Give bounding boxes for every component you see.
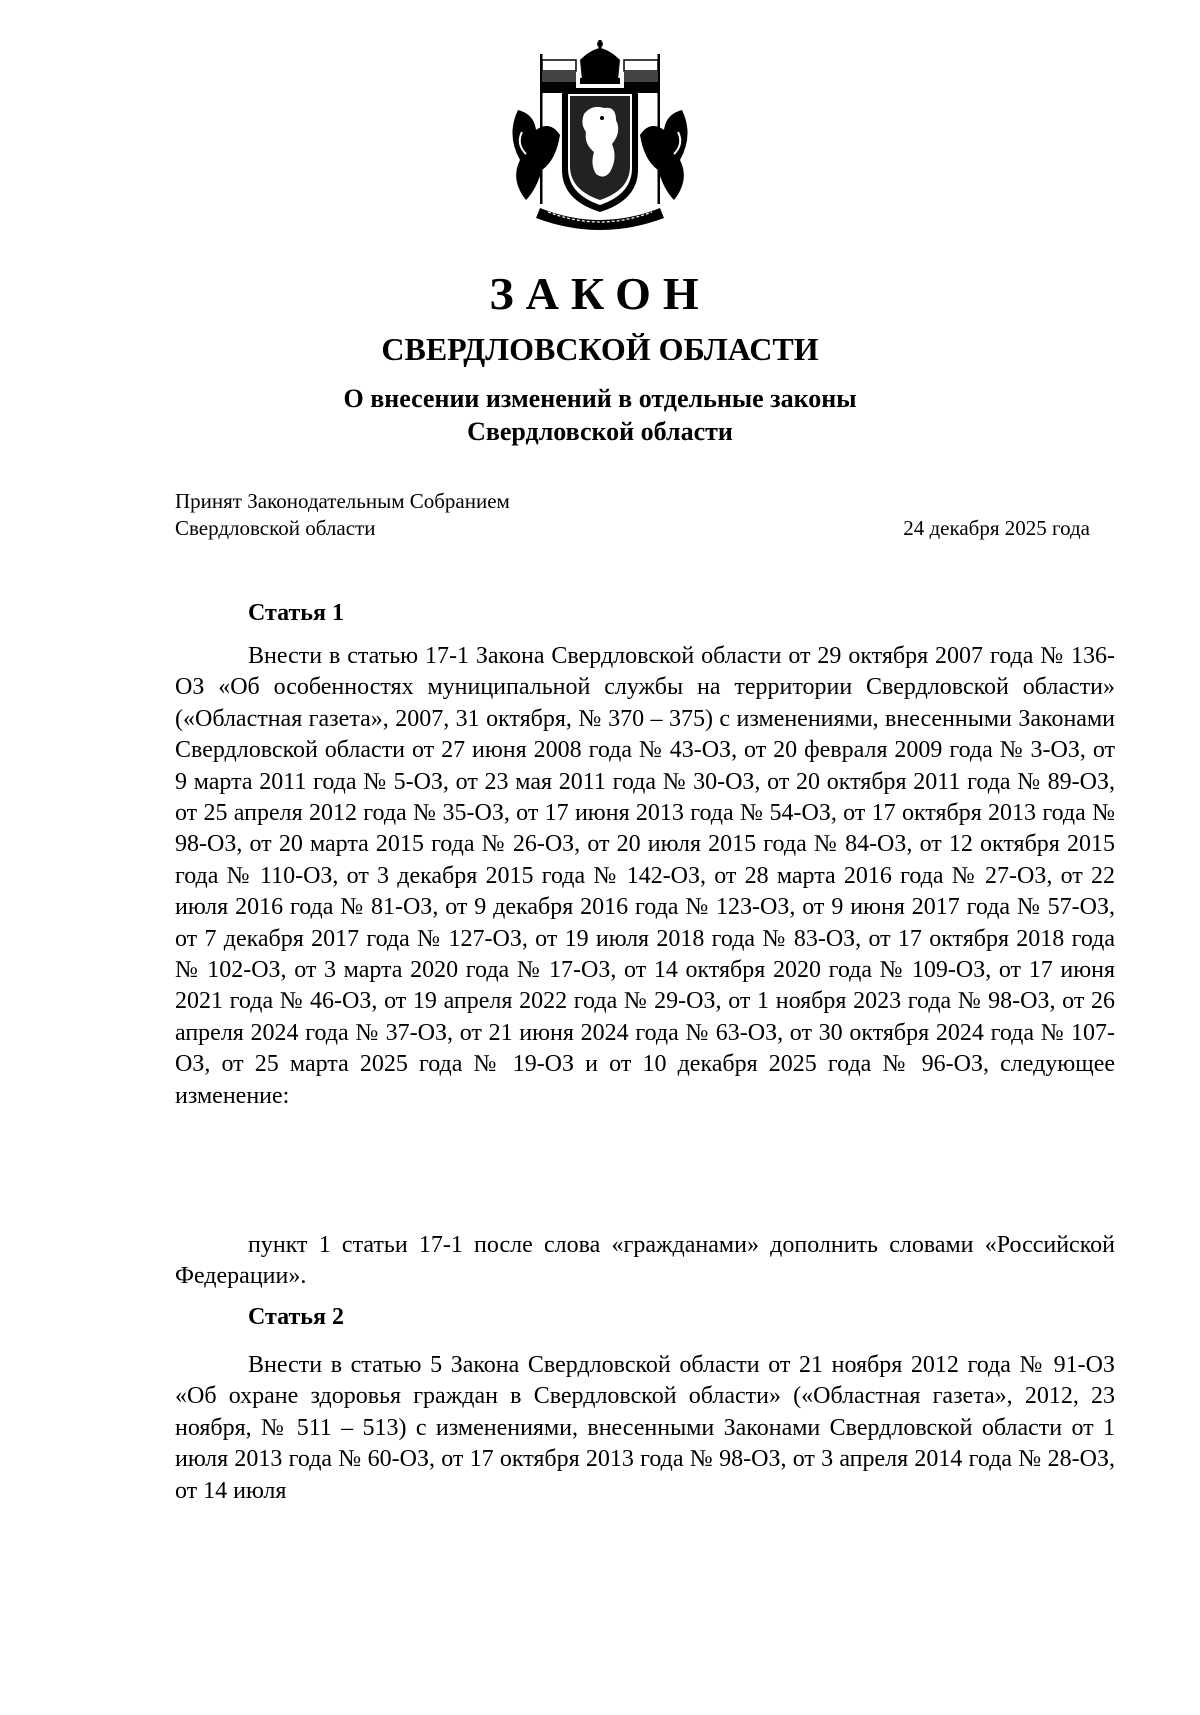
adoption-line-2: Свердловской области bbox=[175, 516, 376, 540]
law-subject-line-2: Свердловской области bbox=[467, 417, 733, 446]
griffin-left-icon bbox=[512, 110, 560, 200]
article-1-heading: Статья 1 bbox=[248, 600, 344, 626]
law-subject-title bbox=[0, 382, 1200, 448]
coat-of-arms-emblem bbox=[500, 40, 700, 240]
griffin-right-icon bbox=[640, 110, 688, 200]
adoption-line-1: Принят Законодательным Собранием bbox=[175, 489, 510, 513]
adoption-statement bbox=[175, 488, 510, 542]
crown-icon bbox=[580, 40, 620, 84]
article-2-paragraph-1: Внести в статью 5 Закона Свердловской области от 21 ноября 2012 года № 91-ОЗ «Об охране здоровья граждан в Свердловской области» («Областная газета», 2012, 23 ноября, № 511 – 513) с изменениями, внесенными Законами Свердловской области от 1 июля 2013 года № 60-ОЗ, от 17 октября 2013 года № 98-ОЗ, от 3 апреля 2014 года № 28-ОЗ, от 14 июля bbox=[175, 1352, 1115, 1504]
document-type-title: ЗАКОН bbox=[489, 268, 711, 319]
article-2-heading: Статья 2 bbox=[248, 1304, 344, 1330]
article-1-paragraph-2: пункт 1 статьи 17-1 после слова «гражданами» дополнить словами «Российской Федерации». bbox=[175, 1232, 1115, 1290]
article-1-paragraph-1: Внести в статью 17-1 Закона Свердловской области от 29 октября 2007 года № 136-ОЗ «Об особенностях муниципальной службы на территории Свердловской области» («Областная газета», 2007, 31 октября, № 370 – 375) с изменениями, внесенными Законами Свердловской области от 27 июня 2008 года № 43-ОЗ, от 20 февраля 2009 года № 3-ОЗ, от 9 марта 2011 года № 5-ОЗ, от 23 мая 2011 года № 30-ОЗ, от 20 октября 2011 года № 89-ОЗ, от 25 апреля 2012 года № 35-ОЗ, от 17 июня 2013 года № 54-ОЗ, от 17 октября 2013 года № 98-ОЗ, от 20 марта 2015 года № 26-ОЗ, от 20 июля 2015 года № 84-ОЗ, от 12 октября 2015 года № 110-ОЗ, от 3 декабря 2015 года № 142-ОЗ, от 28 марта 2016 года № 27-ОЗ, от 22 июля 2016 года № 81-ОЗ, от 9 декабря 2016 года № 123-ОЗ, от 9 июня 2017 года № 57-ОЗ, от 7 декабря 2017 года № 127-ОЗ, от 19 июля 2018 года № 83-ОЗ, от 17 октября 2018 года № 102-ОЗ, от 3 марта 2020 года № 17-ОЗ, от 14 октября 2020 года № 109-ОЗ, от 17 июня 2021 года № 46-ОЗ, от 19 апреля 2022 года № 29-ОЗ, от 1 ноября 2023 года № 98-ОЗ, от 26 апреля 2024 года № 37-ОЗ, от 21 июня 2024 года № 63-ОЗ, от 30 октября 2024 года № 107-ОЗ, от 25 марта 2025 года № 19-ОЗ и от 10 декабря 2025 года № 96-ОЗ, следующее изменение: bbox=[175, 643, 1115, 1109]
adoption-date: 24 декабря 2025 года bbox=[903, 516, 1090, 540]
law-subject-line-1: О внесении изменений в отдельные законы bbox=[343, 384, 857, 413]
region-title: СВЕРДЛОВСКОЙ ОБЛАСТИ bbox=[381, 331, 819, 367]
